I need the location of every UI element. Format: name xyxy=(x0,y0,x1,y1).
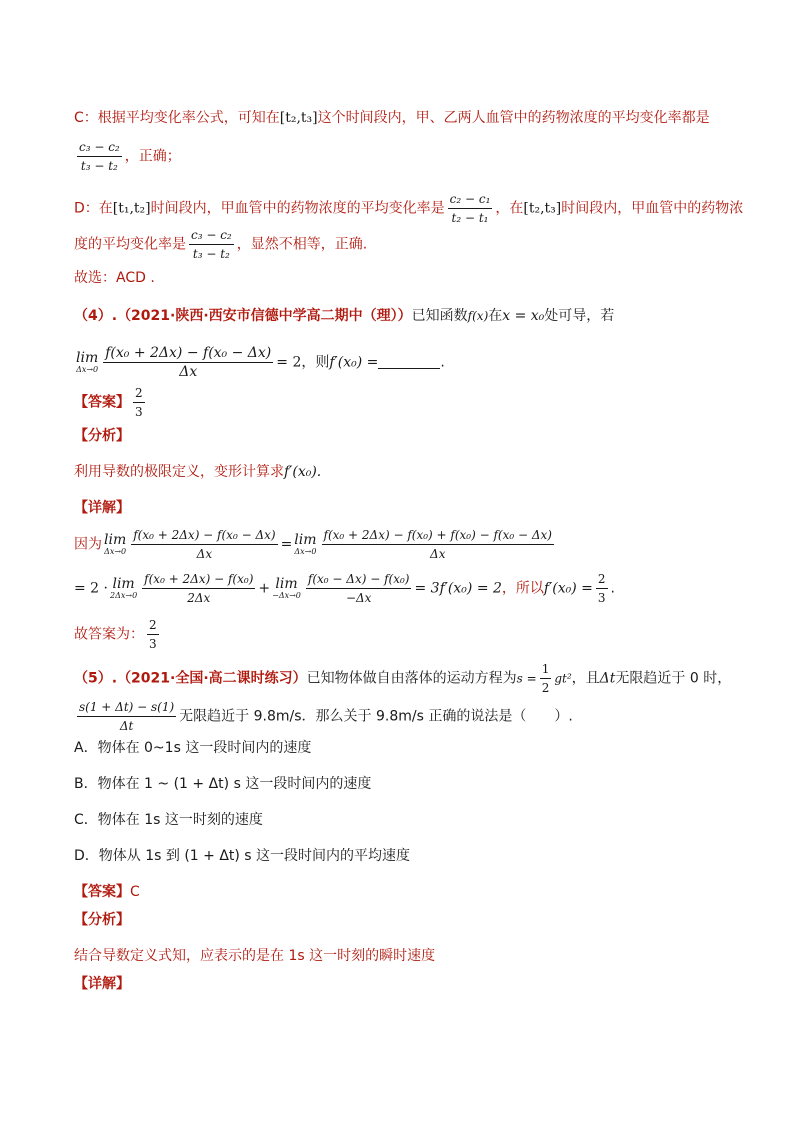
q5-fraction: $\frac{s(1 + \Delta t) - s(1)}{\Delta t}$ xyxy=(79,700,175,733)
q4-analysis-text: 利用导数的极限定义，变形计算求f′(x₀). xyxy=(74,464,322,480)
q4-answer-fraction: $\frac{2}{3}$ xyxy=(135,386,143,419)
q5-option-c: C．物体在 1s 这一时刻的速度 xyxy=(74,812,263,828)
q5-analysis-label: 【分析】 xyxy=(74,912,130,928)
q5-title: （5）.（2021·全国·高二课时练习）已知物体做自由落体的运动方程为s = $\frac{1}{2}$ gt²，且Δt无限趋近于 0 时， xyxy=(74,662,732,695)
q5-option-a: A．物体在 0~1s 这一段时间内的速度 xyxy=(74,740,312,756)
q5-line2: $\frac{s(1 + \Delta t) - s(1)}{\Delta t}$ 无限趋近于 9.8m/s．那么关于 9.8m/s 正确的说法是（ ）. xyxy=(79,700,573,733)
q5-option-d: D．物体从 1s 到 (1 + Δt) s 这一段时间内的平均速度 xyxy=(74,848,411,864)
part-d-line1: D：在[t₁,t₂]时间段内，甲血管中的药物浓度的平均变化率是 $\frac{\text{c₂ − c₁}}{\text{t₂ − t₁}}$ ，在[t₂,t₃]时间段内，甲血管中的药物浓 xyxy=(74,192,744,225)
q4-title: （4）.（2021·陕西·西安市信德中学高二期中（理））已知函数f(x)在x = x₀处可导，若 xyxy=(74,308,615,324)
q5-detail-label: 【详解】 xyxy=(74,976,130,992)
q4-detail-line2: = 2 · lim 2Δx→0 $\frac{\text{f(x₀ + 2Δx) − f(x₀)}}{2\Delta x}$ + lim −Δx→0 $\frac{\text{f(x₀ − Δx) − f(x₀)}}{-\Delta x}$ = 3f′(x₀) = 2，所以f′(x₀) = $\frac{2}{3}$ . xyxy=(74,572,615,605)
answer-blank xyxy=(378,368,440,369)
choose-line: 故选：ACD . xyxy=(74,270,155,286)
q4-detail-label: 【详解】 xyxy=(74,500,130,516)
q5-answer: 【答案】C xyxy=(74,884,140,900)
q5-analysis-text: 结合导数定义式知，应表示的是在 1s 这一时刻的瞬时速度 xyxy=(74,948,436,964)
part-d-line2: 度的平均变化率是 $\frac{\text{c₃ − c₂}}{\text{t₃ − t₂}}$ ，显然不相等，正确. xyxy=(74,228,368,261)
q4-answer: 【答案】 $\frac{2}{3}$ xyxy=(74,386,143,419)
q5-option-b: B．物体在 1 ~ (1 + Δt) s 这一段时间内的速度 xyxy=(74,776,372,792)
part-d-fraction1: $\frac{\text{c₂ − c₁}}{\text{t₂ − t₁}}$ xyxy=(449,192,491,225)
part-c-line2: $\frac{\text{c₃ − c₂}}{\text{t₃ − t₂}}$ ，正确； xyxy=(79,140,181,173)
q4-lim: lim Δx→0 xyxy=(76,349,99,374)
q4-final-answer: 故答案为： $\frac{2}{3}$ xyxy=(74,618,157,651)
q4-analysis-label: 【分析】 xyxy=(74,428,130,444)
part-d-fraction2: $\frac{\text{c₃ − c₂}}{\text{t₃ − t₂}}$ xyxy=(191,228,232,261)
q4-fraction: $\frac{\text{f(x₀ + 2Δx) − f(x₀ − Δx)}}{\Delta x}$ xyxy=(105,345,272,380)
q4-detail-line1: 因为 lim Δx→0 $\frac{\text{f(x₀ + 2Δx) − f(x₀ − Δx)}}{\Delta x}$ = lim Δx→0 $\frac{\text{f(x₀ + 2Δx) − f(x₀) + f(x₀) − f(x₀ − Δx)}}{\Delta x}$ xyxy=(74,528,552,561)
part-c-fraction: $\frac{\text{c₃ − c₂}}{\text{t₃ − t₂}}$ xyxy=(79,140,120,173)
part-c-line1: C：根据平均变化率公式，可知在[t₂,t₃]这个时间段内，甲、乙两人血管中的药物浓度的平均变化率都是 xyxy=(74,110,710,126)
q4-limit-expression: lim Δx→0 $\frac{\text{f(x₀ + 2Δx) − f(x₀ − Δx)}}{\Delta x}$ = 2，则f′(x₀) = . xyxy=(76,345,445,380)
